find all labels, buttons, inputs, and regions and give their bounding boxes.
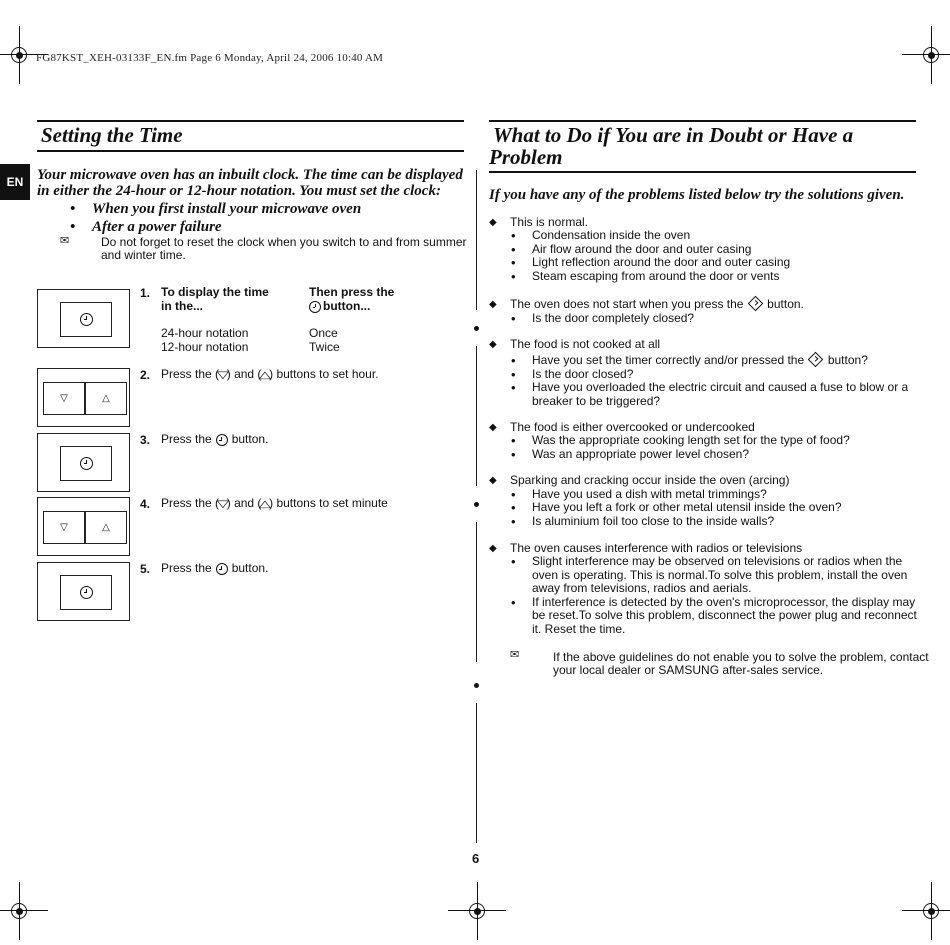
group-2-heading-pre: The oven does not start when you press the (510, 297, 744, 311)
clock-icon (216, 434, 228, 446)
bullet-dot: • (511, 514, 516, 529)
panel-step-1 (37, 289, 130, 348)
column-divider-1 (476, 170, 477, 310)
bullet-dot: • (511, 255, 516, 270)
bullet-dot: • (511, 353, 516, 368)
group-4-heading: The food is either overcooked or undercooked (510, 420, 755, 434)
group-3-heading: The food is not cooked at all (510, 337, 661, 351)
diamond-bullet: ◆ (489, 543, 497, 554)
left-note-line-1: Do not forget to reset the clock when you switch to and from summer (101, 235, 467, 249)
diamond-bullet: ◆ (489, 299, 497, 310)
table-col2-header-line-2 (309, 300, 370, 314)
left-bullet-2: After a power failure (92, 219, 222, 235)
bullet-dot: • (511, 242, 516, 257)
group-1-item-1: Condensation inside the oven (532, 228, 691, 242)
panel-step-5 (37, 562, 130, 621)
column-divider-2 (476, 346, 477, 486)
column-divider-3 (476, 522, 477, 662)
group-2-item-1: Is the door completely closed? (532, 311, 695, 325)
note-icon: ✉ (510, 649, 520, 661)
bullet-dot: • (70, 219, 76, 235)
registration-mark-top-right (916, 40, 946, 70)
group-5-item-3: Is aluminium foil too close to the inside walls? (532, 514, 775, 528)
diamond-bullet: ◆ (489, 475, 497, 486)
diamond-bullet: ◆ (489, 339, 497, 350)
group-3-item-2: Is the door closed? (532, 367, 634, 381)
table-row-1-notation: 24-hour notation (161, 326, 249, 340)
group-1-heading: This is normal. (510, 215, 589, 229)
down-arrow-icon: ▽ (216, 370, 230, 381)
clock-icon (309, 301, 321, 313)
step-3-text-pre: Press the (161, 432, 212, 446)
step-2-text-post: ) buttons to set hour. (269, 367, 379, 381)
bullet-dot: • (511, 380, 516, 395)
bullet-dot: • (511, 487, 516, 502)
group-3-item-1-pre: Have you set the timer correctly and/or pressed the (532, 353, 805, 367)
clock-button[interactable] (60, 302, 112, 337)
group-6-item-1-line-3: away from televisions, radios and aerials. (532, 581, 752, 595)
group-6-heading: The oven causes interference with radios or televisions (510, 541, 803, 555)
up-button[interactable] (85, 511, 127, 544)
panel-step-4 (37, 497, 130, 556)
group-3-item-1-post: button? (827, 353, 868, 367)
group-1-item-2: Air flow around the door and outer casing (532, 242, 752, 256)
group-5-item-1: Have you used a dish with metal trimmings? (532, 487, 767, 501)
left-intro-line-2: in either the 24-hour or 12-hour notation. You must set the clock: (37, 183, 441, 199)
bullet-dot: • (511, 367, 516, 382)
table-row-2-press: Twice (309, 340, 340, 354)
step-5-text-pre: Press the (161, 561, 212, 575)
group-6-item-2-line-1: If interference is detected by the oven's microprocessor, the display may (532, 595, 916, 609)
table-col2-header-text: button... (323, 299, 371, 313)
diamond-bullet: ◆ (489, 422, 497, 433)
group-3-item-3-line-2: breaker to be triggered? (532, 394, 661, 408)
step-4-text-pre: Press the ( (161, 496, 220, 510)
registration-mark-bottom-right (916, 896, 946, 926)
group-1-item-3: Light reflection around the door and outer casing (532, 255, 791, 269)
bullet-dot: • (511, 433, 516, 448)
group-3-item-3-line-1: Have you overloaded the electric circuit and caused a fuse to blow or a (532, 380, 909, 394)
step-5-number: 5. (140, 562, 151, 576)
group-6-item-2-line-2: be reset.To solve this problem, disconnect the power plug and reconnect (532, 608, 917, 622)
right-section-title-line-1: What to Do if You are in Doubt or Have a (493, 123, 854, 147)
up-arrow-icon: △ (102, 522, 110, 533)
diamond-bullet: ◆ (489, 217, 497, 228)
down-arrow-icon: ▽ (60, 393, 68, 404)
step-5-text (161, 562, 268, 576)
start-icon (808, 352, 824, 368)
clock-button[interactable] (60, 446, 112, 481)
bullet-dot: • (511, 500, 516, 515)
up-arrow-icon: △ (259, 370, 272, 381)
file-header: FG87KST_XEH-03133F_EN.fm Page 6 Monday, April 24, 2006 10:40 AM (36, 52, 384, 64)
group-1-item-4: Steam escaping from around the door or vents (532, 269, 780, 283)
bullet-dot: • (511, 447, 516, 462)
table-col2-header-line-1: Then press the (309, 285, 395, 299)
bullet-dot: • (511, 228, 516, 243)
bullet-dot: • (511, 311, 516, 326)
panel-step-3 (37, 433, 130, 492)
step-5-text-post: button. (231, 561, 269, 575)
panel-step-2 (37, 368, 130, 427)
table-col1-header-line-1: To display the time (161, 285, 269, 299)
clock-icon (80, 313, 93, 326)
bullet-dot: • (70, 201, 76, 217)
down-arrow-icon: ▽ (60, 522, 68, 533)
left-intro-line-1: Your microwave oven has an inbuilt clock. The time can be displayed (37, 167, 463, 183)
table-row-1-press: Once (309, 326, 338, 340)
step-2-text (161, 368, 379, 383)
start-icon (748, 296, 764, 312)
step-4-text-mid: ) and ( (226, 496, 262, 510)
step-2-number: 2. (140, 368, 151, 382)
left-note-line-2: and winter time. (101, 248, 186, 262)
language-tab: EN (0, 164, 30, 200)
note-icon: ✉ (60, 235, 70, 247)
left-bullet-1: When you first install your microwave oven (92, 201, 362, 217)
down-button[interactable] (43, 382, 85, 415)
group-3-item-1 (532, 354, 868, 368)
left-section-title: Setting the Time (41, 123, 183, 147)
group-5-heading: Sparking and cracking occur inside the oven (arcing) (510, 473, 790, 487)
clock-icon (216, 563, 228, 575)
clock-button[interactable] (60, 575, 112, 610)
left-title-rule-top (37, 120, 464, 122)
group-6-item-2-line-3: it. Reset the time. (532, 622, 626, 636)
group-5-item-2: Have you left a fork or other metal utensil inside the oven? (532, 500, 842, 514)
group-2-heading (510, 298, 804, 312)
right-title-rule-top (489, 120, 916, 122)
group-2-heading-post: button. (767, 297, 804, 311)
step-2-text-mid: ) and ( (226, 367, 262, 381)
left-title-rule-bottom (37, 150, 464, 152)
step-4-text (161, 497, 388, 512)
right-note-line-1: If the above guidelines do not enable you to solve the problem, contact (553, 650, 929, 664)
right-note-line-2: your local dealer or SAMSUNG after-sales service. (553, 663, 824, 677)
step-3-number: 3. (140, 433, 151, 447)
group-4-item-1: Was the appropriate cooking length set for the type of food? (532, 433, 850, 447)
step-2-text-pre: Press the ( (161, 367, 220, 381)
right-subtitle: If you have any of the problems listed below try the solutions given. (489, 187, 905, 203)
right-section-title-line-2: Problem (489, 145, 563, 169)
bullet-dot: • (511, 269, 516, 284)
group-4-item-2: Was an appropriate power level chosen? (532, 447, 750, 461)
group-6-item-1-line-1: Slight interference may be observed on televisions or radios when the (532, 554, 903, 568)
clock-icon (80, 586, 93, 599)
down-button[interactable] (43, 511, 85, 544)
up-arrow-icon: △ (102, 393, 110, 404)
registration-mark-bottom-center (462, 896, 492, 926)
table-row-2-notation: 12-hour notation (161, 340, 249, 354)
divider-dot (474, 683, 479, 688)
group-6-item-1-line-2: oven is operating. This is normal.To solve this problem, install the oven (532, 568, 908, 582)
table-col1-header-line-2: in the... (161, 299, 203, 313)
divider-dot (474, 326, 479, 331)
right-title-rule-bottom (489, 171, 916, 173)
clock-icon (80, 457, 93, 470)
up-button[interactable] (85, 382, 127, 415)
step-4-number: 4. (140, 497, 151, 511)
bullet-dot: • (511, 595, 516, 610)
step-3-text-post: button. (231, 432, 269, 446)
step-3-text (161, 433, 268, 447)
bullet-dot: • (511, 554, 516, 569)
registration-mark-bottom-left (4, 896, 34, 926)
divider-dot (474, 502, 479, 507)
down-arrow-icon: ▽ (216, 499, 230, 510)
step-4-text-post: ) buttons to set minute (269, 496, 388, 510)
step-1-number: 1. (140, 286, 151, 300)
registration-mark-top-left (4, 40, 34, 70)
page-number: 6 (472, 851, 480, 866)
up-arrow-icon: △ (259, 499, 272, 510)
column-divider-4 (476, 703, 477, 843)
